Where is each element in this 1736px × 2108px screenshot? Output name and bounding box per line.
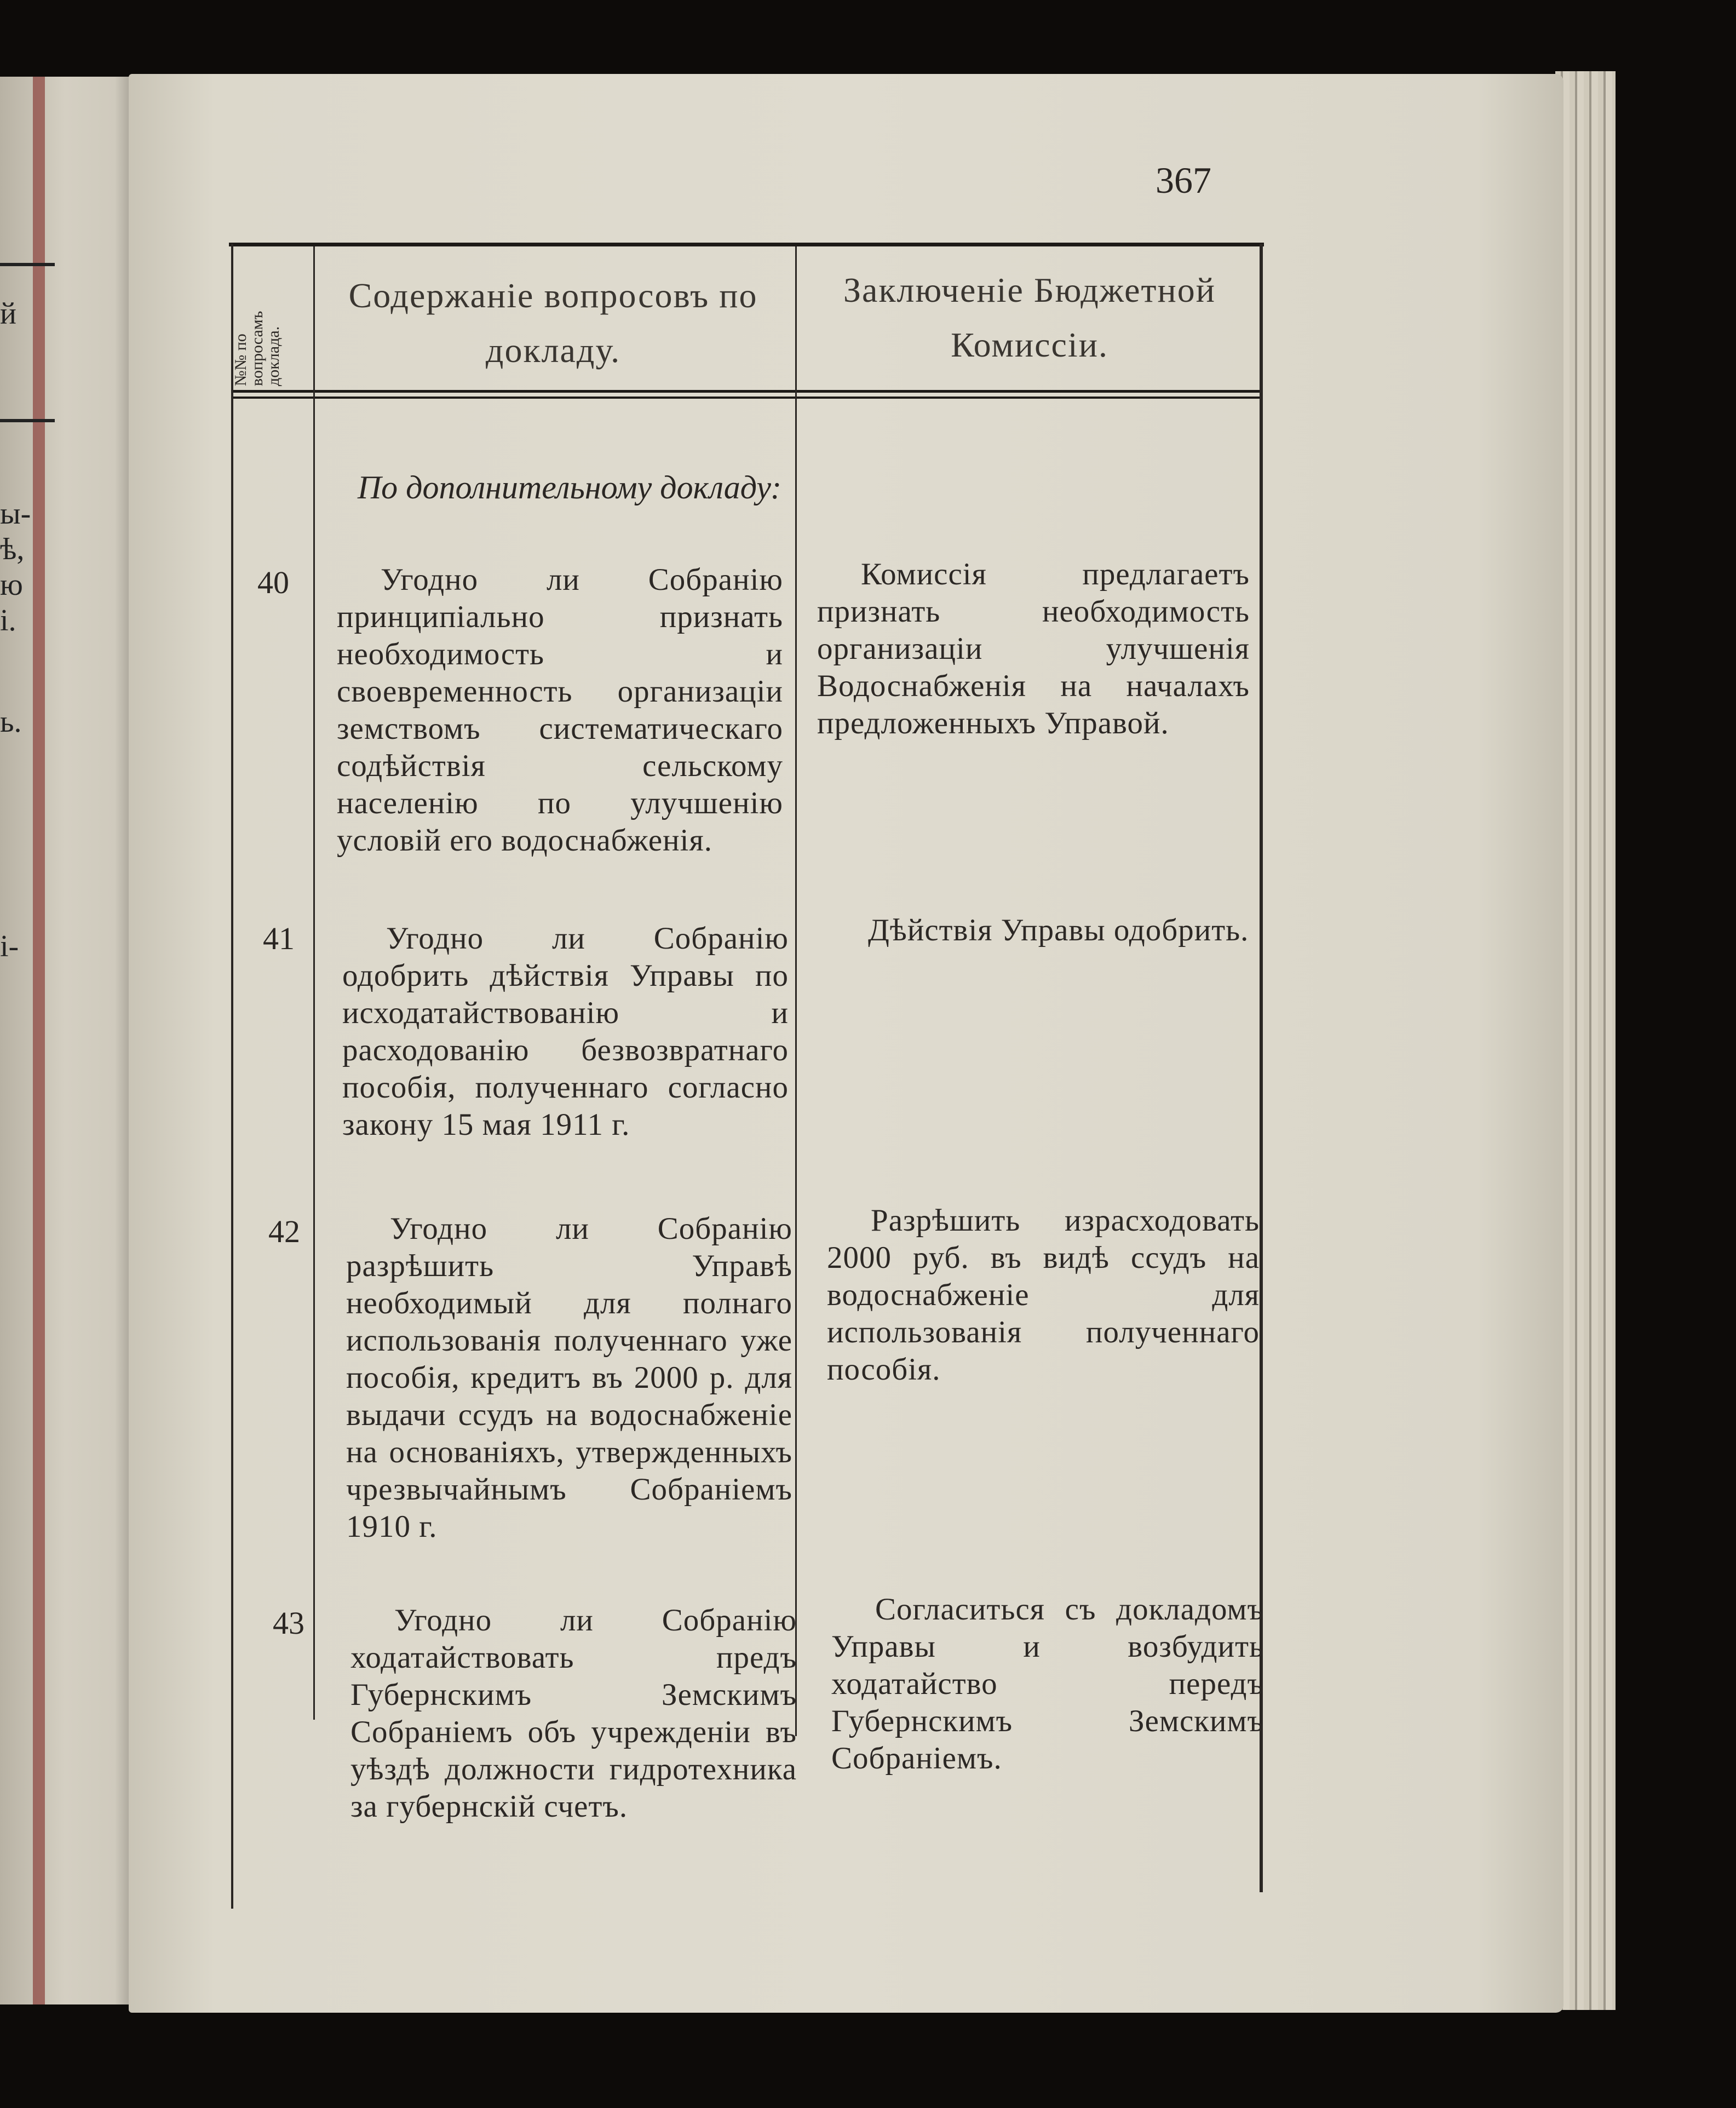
left-page-fragment: ы- — [0, 497, 31, 531]
conclusion-text: Разрѣшить израсходовать 2000 руб. въ видѣ ссудъ на водоснабженіе для использованія полученнаго пособія. — [827, 1203, 1260, 1387]
left-page-fragment: й — [0, 297, 16, 331]
left-page — [0, 77, 143, 2004]
row-number: 43 — [273, 1605, 304, 1641]
row-number: 42 — [268, 1214, 300, 1249]
page-number: 367 — [1156, 159, 1211, 201]
left-page-fragment: ю — [0, 568, 23, 602]
table-top-rule — [229, 243, 1264, 246]
left-page-rule — [0, 419, 55, 422]
number-header-line: №№ по — [232, 334, 250, 386]
row-number: 40 — [257, 565, 289, 600]
table-left-border — [231, 244, 233, 1909]
section-subheading: По дополнительному докладу: — [357, 469, 782, 506]
number-column-header — [232, 298, 283, 386]
row-number: 41 — [263, 921, 295, 956]
left-page-rule — [0, 263, 55, 266]
left-page-fragment: ѣ, — [0, 532, 25, 566]
left-page-fragment: і- — [0, 929, 19, 963]
number-column-divider — [313, 246, 315, 1720]
number-header-line: вопросамъ — [248, 311, 266, 386]
conclusion-column-header: Заключеніе Бюджетной Комиссіи. — [843, 271, 1216, 364]
question-text: Угодно ли Собранію разрѣшить Управѣ необходимый для полнаго использованія полученнаго уже пособія, кредитъ въ 2000 р. для выдачи ссудъ на водоснабженіе на основаніяхъ, утвержденныхъ чрезвычайнымъ Собраніемъ 1910 г. — [346, 1211, 792, 1544]
question-text: Угодно ли Собранію ходатайствовать предъ Губернскимъ Земскимъ Собраніемъ объ учрежденіи въ уѣздѣ должности гидротехника за губернскій счетъ. — [350, 1603, 797, 1824]
question-text: Угодно ли Собранію принципіально признать необходимость и своевременность организаціи земствомъ систематическаго содѣйствія сельскому населенію по улучшенію условій его водоснабженія. — [337, 562, 783, 858]
header-bottom-rule — [233, 390, 1262, 393]
conclusion-text: Дѣйствія Управы одобрить. — [868, 913, 1249, 947]
header-bottom-rule-2 — [233, 397, 1262, 399]
conclusion-text: Комиссія предлагаетъ признать необходимость организаціи улучшенія Водоснабженія на началахъ предложенныхъ Управой. — [817, 557, 1250, 740]
number-header-line: доклада. — [265, 326, 283, 386]
question-text: Угодно ли Собранію одобрить дѣйствія Управы по исходатайствованію и расходованію безвозвратнаго пособія, полученнаго согласно закону 15 мая 1911 г. — [342, 921, 789, 1142]
left-page-edge — [33, 77, 45, 2004]
left-page-fragment: ь. — [0, 705, 22, 739]
question-column-header: Содержаніе вопросовъ по докладу. — [348, 276, 758, 370]
conclusion-text: Согласиться съ докладомъ Управы и возбудить ходатайство передъ Губернскимъ Земскимъ Собраніемъ. — [831, 1592, 1264, 1776]
left-page-fragment: і. — [0, 604, 16, 637]
page-stack-edge — [1555, 71, 1616, 2010]
